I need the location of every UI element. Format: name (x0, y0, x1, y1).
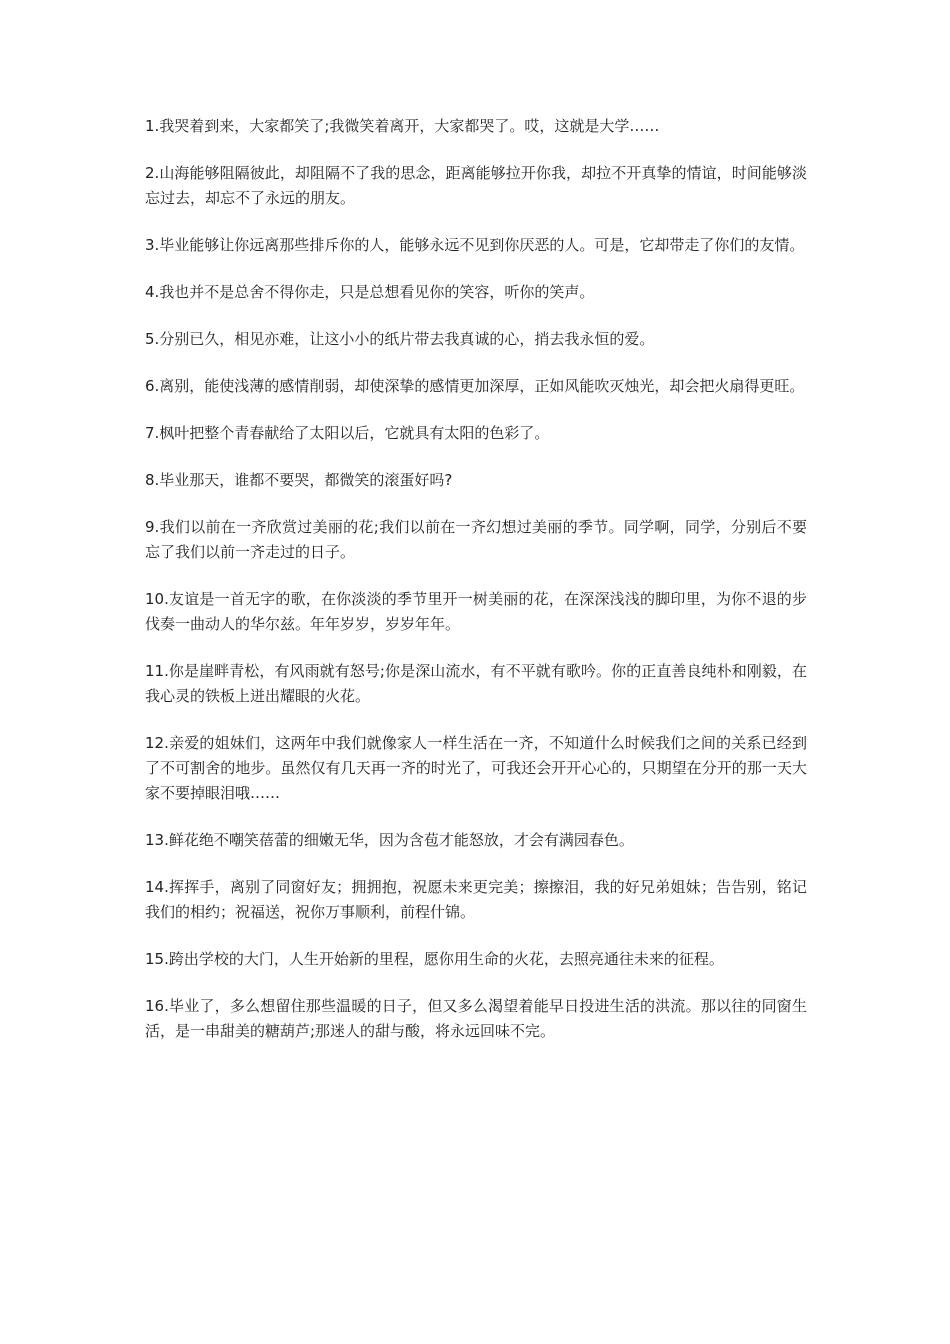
paragraph-5: 5.分别已久，相见亦难，让这小小的纸片带去我真诚的心，捎去我永恒的爱。 (145, 330, 655, 348)
paragraph-7: 7.枫叶把整个青春献给了太阳以后，它就具有太阳的色彩了。 (145, 424, 550, 442)
paragraph-10: 10.友谊是一首无字的歌，在你淡淡的季节里开一树美丽的花，在深深浅浅的脚印里，为你不退的步伐奏一曲动人的华尔兹。年年岁岁，岁岁年年。 (145, 590, 807, 633)
paragraph-16: 16.毕业了，多么想留住那些温暖的日子，但又多么渴望着能早日投进生活的洪流。那以往的同窗生活，是一串甜美的糖葫芦;那迷人的甜与酸，将永远回味不完。 (145, 997, 807, 1040)
paragraph-12: 12.亲爱的姐妹们，这两年中我们就像家人一样生活在一齐，不知道什么时候我们之间的关系已经到了不可割舍的地步。虽然仅有几天再一齐的时光了，可我还会开开心心的，只期望在分开的那一天大家不要掉眼泪哦…… (145, 734, 807, 802)
paragraph-6: 6.离别，能使浅薄的感情削弱，却使深挚的感情更加深厚，正如风能吹灭烛光，却会把火扇得更旺。 (145, 377, 805, 395)
paragraph-15: 15.跨出学校的大门，人生开始新的里程，愿你用生命的火花，去照亮通往未来的征程。 (145, 950, 724, 968)
paragraph-3: 3.毕业能够让你远离那些排斥你的人，能够永远不见到你厌恶的人。可是，它却带走了你们的友情。 (145, 236, 805, 254)
paragraph-8: 8.毕业那天，谁都不要哭，都微笑的滚蛋好吗? (145, 471, 453, 489)
paragraph-2: 2.山海能够阻隔彼此，却阻隔不了我的思念，距离能够拉开你我，却拉不开真挚的情谊，时间能够淡忘过去，却忘不了永远的朋友。 (145, 164, 807, 207)
paragraph-4: 4.我也并不是总舍不得你走，只是总想看见你的笑容，听你的笑声。 (145, 283, 595, 301)
paragraph-14: 14.挥挥手，离别了同窗好友；拥拥抱，祝愿未来更完美；擦擦泪，我的好兄弟姐妹；告告别，铭记我们的相约；祝福送，祝你万事顺利，前程什锦。 (145, 878, 807, 921)
paragraph-1: 1.我哭着到来，大家都笑了;我微笑着离开，大家都哭了。哎，这就是大学…… (145, 117, 660, 135)
paragraph-11: 11.你是崖畔青松，有风雨就有怒号;你是深山流水，有不平就有歌吟。你的正直善良纯朴和刚毅，在我心灵的铁板上迸出耀眼的火花。 (145, 662, 807, 705)
document-body (145, 114, 807, 1066)
paragraph-9: 9.我们以前在一齐欣赏过美丽的花;我们以前在一齐幻想过美丽的季节。同学啊，同学，分别后不要忘了我们以前一齐走过的日子。 (145, 518, 807, 561)
paragraph-13: 13.鲜花绝不嘲笑蓓蕾的细嫩无华，因为含苞才能怒放，才会有满园春色。 (145, 831, 634, 849)
